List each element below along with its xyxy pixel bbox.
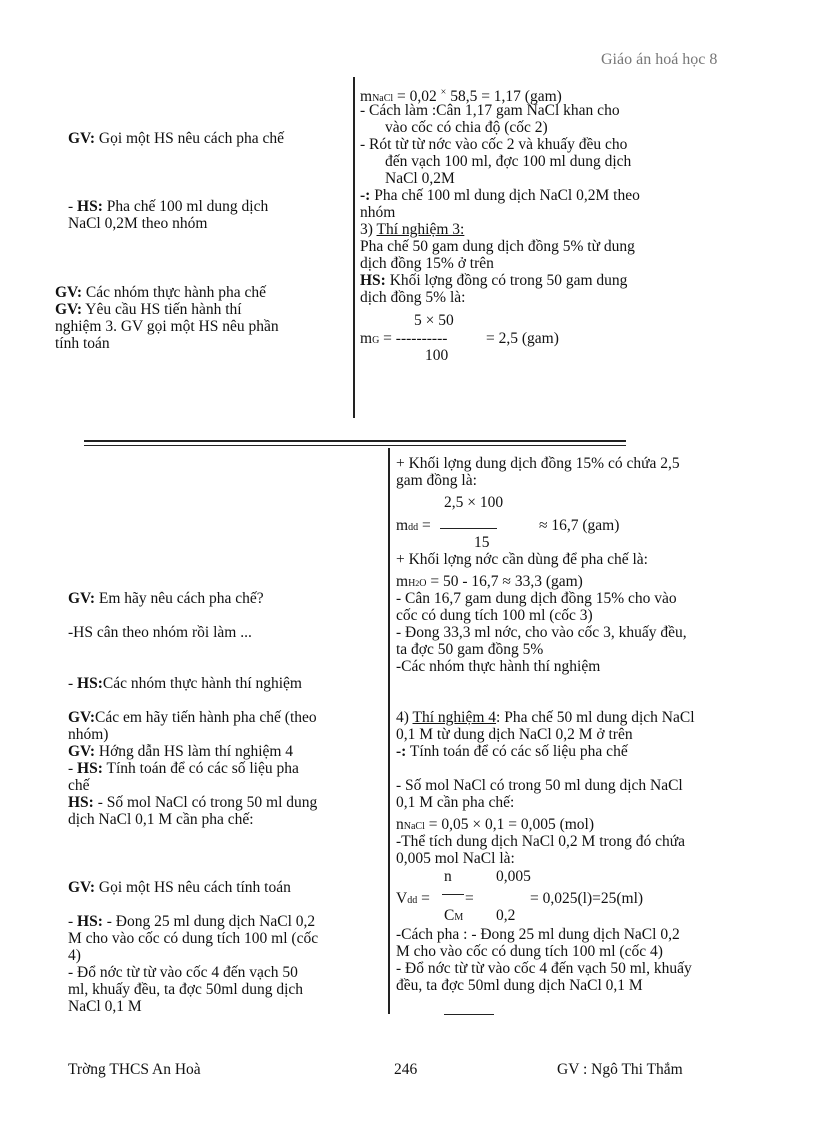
gv-label: GV:: [55, 301, 82, 318]
text: Khối lợng đồng có trong 50 gam dung: [385, 272, 628, 289]
gv-label: GV:: [68, 879, 95, 896]
bl-line-d2: nhóm): [68, 726, 109, 743]
vol-lhs: [396, 890, 430, 909]
experiment-3-line-1: Pha chế 50 gam dung dịch đồng 5% từ dung: [360, 238, 635, 255]
text: Pha chế 100 ml dung dịch NaCl 0,2M theo: [370, 187, 640, 204]
bl-line-b: -HS cân theo nhóm rồi làm ...: [68, 624, 252, 641]
hs-calc-line-1: [360, 272, 627, 289]
top-column-divider: [353, 77, 355, 418]
top-left-line-2: [68, 198, 268, 215]
text: Thí nghiệm 4: [412, 709, 497, 726]
text: Tính toán để có các số liệu pha chế: [406, 743, 628, 760]
text: dd: [407, 895, 418, 906]
text: ----------: [395, 330, 448, 347]
bl-line-f: [68, 760, 299, 777]
text: Em hãy nêu cách pha chế?: [95, 590, 264, 607]
formula-result: = 2,5 (gam): [486, 330, 559, 347]
text: Các nhóm thực hành pha chế: [82, 284, 267, 301]
hs-label: HS:: [68, 794, 94, 811]
text: m: [396, 517, 409, 534]
text: Các nhóm thực hành thí nghiệm: [102, 675, 302, 692]
text: 2: [415, 579, 420, 588]
gv-label: GV:: [68, 130, 95, 147]
top-left-line-1: [68, 130, 284, 147]
footer-page-number: 246: [394, 1061, 418, 1078]
vol-equals: =: [465, 890, 474, 907]
bl-line-e: [68, 743, 293, 760]
text: H: [408, 578, 416, 589]
bl-line-j2: ml, khuấy đều, ta đợc 50ml dung dịch: [68, 981, 304, 998]
vol-fraction-bar: [442, 894, 464, 895]
text: Các em hãy tiến hành pha chế (theo: [95, 709, 317, 726]
vol-numerator: 0,005: [496, 868, 531, 885]
text: - Đong 25 ml dung dịch NaCl 0,2: [102, 913, 316, 930]
formula-denominator: 100: [425, 347, 449, 364]
mdd-fraction-bar: [440, 528, 497, 529]
bottom-column-divider: [388, 448, 390, 1014]
gv-label: GV:: [68, 743, 95, 760]
text: =: [379, 330, 396, 347]
bl-line-j: - Đổ nớc từ từ vào cốc 4 đến vạch 50: [68, 964, 298, 981]
gv-label: GV:: [55, 284, 82, 301]
hs-label: HS:: [77, 760, 103, 777]
gv-label: GV:: [68, 590, 95, 607]
br-line-s11: - Đổ nớc từ từ vào cốc 4 đến vạch 50 ml, khuấy: [396, 960, 692, 977]
br-line-p7: - Đong 33,3 ml nớc, cho vào cốc 3, khuấy đều,: [396, 624, 687, 641]
text: n: [396, 816, 404, 833]
bl-line-d: [68, 709, 317, 726]
top-left-line-6: nghiệm 3. GV gọi một HS nêu phần: [55, 318, 279, 335]
text: Hớng dẫn HS làm thí nghiệm 4: [95, 743, 294, 760]
text: Gọi một HS nêu cách tính toán: [95, 879, 291, 896]
hs-label: HS:: [77, 198, 103, 215]
bl-line-j3: NaCl 0,1 M: [68, 998, 142, 1015]
text: = 50 - 16,7 ≈ 33,3 (gam): [426, 573, 583, 590]
bl-line-i2: M cho vào cốc có dung tích 100 ml (cốc: [68, 930, 319, 947]
bl-line-g2: dịch NaCl 0,1 M cần pha chế:: [68, 811, 254, 828]
bl-line-c: [68, 675, 302, 692]
experiment-3-line-2: dịch đồng 15% ở trên: [360, 255, 494, 272]
br-line-s2: 0,1 M từ dung dịch NaCl 0,2 M ở trên: [396, 726, 633, 743]
br-line-p5: - Cân 16,7 gam dung dịch đồng 15% cho vào: [396, 590, 677, 607]
br-line-p2: gam đồng là:: [396, 472, 477, 489]
bl-line-h: [68, 879, 291, 896]
top-left-line-7: tính toán: [55, 335, 110, 352]
text: Gọi một HS nêu cách pha chế: [95, 130, 284, 147]
text: dd: [408, 522, 419, 533]
method-line-5: NaCl 0,2M: [385, 170, 455, 187]
text: -:: [396, 743, 407, 760]
text: m: [396, 573, 409, 590]
text: 3): [360, 221, 377, 238]
end-rule: [444, 1014, 494, 1015]
text: =: [417, 890, 430, 907]
br-line-s7: -Thể tích dung dịch NaCl 0,2 M trong đó chứa: [396, 833, 686, 850]
text: Thí nghiệm 3:: [376, 221, 465, 238]
mdd-lhs: [396, 517, 431, 536]
br-line-p3: + Khối lợng nớc cần dùng để pha chế là:: [396, 551, 648, 568]
br-line-p8: ta đợc 50 gam đồng 5%: [396, 641, 544, 658]
footer-school: Trờng THCS An Hoà: [68, 1061, 201, 1078]
formula-numerator: 5 × 50: [414, 312, 454, 329]
vol-result: = 0,025(l)=25(ml): [530, 890, 644, 907]
text: -: [68, 913, 78, 930]
text: Pha chế 100 ml dung dịch: [102, 198, 269, 215]
page-header-title: Giáo án hoá học 8: [601, 51, 718, 68]
bl-line-i: [68, 913, 315, 930]
text: G: [372, 335, 380, 346]
method-line-3: - Rót từ từ nớc vào cốc 2 và khuấy đều cho: [360, 136, 628, 153]
br-line-s10: M cho vào cốc có dung tích 100 ml (cốc 4): [396, 943, 663, 960]
method-line-1: - Cách làm :Cân 1,17 gam NaCl khan cho: [360, 102, 620, 119]
section-separator-top: [84, 440, 626, 442]
text: m: [360, 330, 373, 347]
text: = 0,02: [393, 88, 441, 106]
br-line-p6: cốc có dung tích 100 ml (cốc 3): [396, 607, 593, 624]
br-line-s3: [396, 743, 628, 760]
br-line-s8: 0,005 mol NaCl là:: [396, 850, 515, 867]
text: NaCl: [403, 821, 425, 832]
br-line-s12: đều, ta đợc 50ml dung dịch NaCl 0,1 M: [396, 977, 643, 994]
text: = 0,05 × 0,1 = 0,005 (mol): [424, 816, 595, 833]
bl-line-f2: chế: [68, 777, 90, 794]
top-left-line-4: [55, 284, 266, 301]
text: ×: [440, 87, 447, 98]
text: NaCl: [372, 93, 394, 105]
bl-line-a: [68, 590, 264, 607]
mdd-result: ≈ 16,7 (gam): [539, 517, 620, 534]
br-line-p1: + Khối lợng dung dịch đồng 15% có chứa 2,5: [396, 455, 680, 472]
top-left-line-5: [55, 301, 242, 318]
br-line-s4: - Số mol NaCl có trong 50 ml dung dịch NaCl: [396, 777, 683, 794]
br-line-p9: -Các nhóm thực hành thí nghiệm: [396, 658, 601, 675]
text: O: [419, 578, 427, 589]
footer-teacher: GV : Ngô Thi Thắm: [557, 1061, 683, 1078]
text: V: [396, 890, 408, 907]
hs-calc-line-2: dịch đồng 5% là:: [360, 289, 466, 306]
text: : Pha chế 50 ml dung dịch NaCl: [496, 709, 695, 726]
text: - Số mol NaCl có trong 50 ml dung: [93, 794, 318, 811]
text: -:: [360, 187, 371, 204]
vol-denominator: 0,2: [496, 907, 516, 924]
text: M: [454, 912, 464, 923]
top-left-line-3: NaCl 0,2M theo nhóm: [68, 215, 208, 232]
practice-line-1: [360, 187, 640, 204]
vol-cm: [444, 907, 463, 926]
experiment-3-heading: [360, 221, 464, 238]
text: C: [444, 907, 455, 924]
text: -: [68, 760, 78, 777]
method-line-2: vào cốc có chia độ (cốc 2): [385, 119, 548, 136]
bl-line-i3: 4): [68, 947, 81, 964]
method-line-4: đến vạch 100 ml, đợc 100 ml dung dịch: [385, 153, 632, 170]
hs-label: HS:: [77, 913, 103, 930]
text: Yêu cầu HS tiến hành thí: [82, 301, 242, 318]
bl-line-g: [68, 794, 317, 811]
text: =: [418, 517, 431, 534]
text: -: [68, 675, 78, 692]
section-separator-bottom: [84, 445, 626, 446]
practice-line-2: nhóm: [360, 204, 396, 221]
text: -: [68, 198, 78, 215]
text: 58,5 = 1,17 (gam): [446, 88, 562, 106]
text: 4): [396, 709, 413, 726]
gv-label: GV:: [68, 709, 95, 726]
br-line-s9: -Cách pha : - Đong 25 ml dung dịch NaCl 0,2: [396, 926, 680, 943]
mdd-denominator: 15: [474, 534, 490, 551]
vol-n: n: [444, 868, 452, 885]
text: m: [360, 88, 373, 106]
text: Tính toán để có các số liệu pha: [102, 760, 299, 777]
hs-label: HS:: [360, 272, 386, 289]
experiment-4-heading: [396, 709, 695, 726]
br-line-s5: 0,1 M cần pha chế:: [396, 794, 515, 811]
mdd-numerator: 2,5 × 100: [444, 494, 504, 511]
hs-label: HS:: [77, 675, 103, 692]
